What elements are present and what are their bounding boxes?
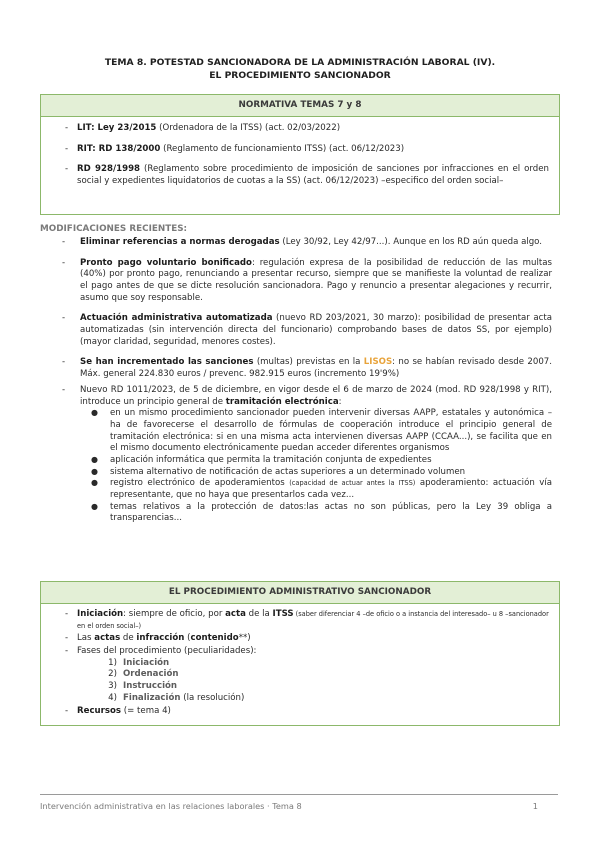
dash-marker: -: [65, 705, 69, 716]
dash-marker: -: [65, 123, 69, 133]
fase-title: Finalización: [123, 692, 181, 703]
footer-divider: [40, 794, 558, 795]
bullet-item: [80, 478, 552, 501]
normativa-item-text: (Reglamento de funcionamiento ITSS) (act. 06/12/2023): [160, 143, 405, 154]
bullet-dot-icon: ●: [91, 478, 98, 488]
normativa-item: [47, 123, 549, 135]
infraccion-bold: infracción: [136, 633, 185, 644]
normativa-item: [47, 164, 549, 187]
procedimiento-item-recursos: [47, 706, 549, 718]
bullet-text: aplicación informática que permita la tramitación conjunta de expedientes: [110, 454, 432, 465]
title-line-2: EL PROCEDIMIENTO SANCIONADOR: [209, 70, 391, 81]
modificacion-text: (nuevo RD 203/2021, 30 marzo): posibilidad de presentar acta automatizadas (sin intervención directa del funcionario) comprobando bases de datos SS, por ejemplo) (mayor claridad, seguridad, menores costes).: [80, 313, 552, 347]
modificacion-item: [40, 385, 552, 525]
bullet-dot-icon: ●: [91, 454, 98, 464]
normativa-item-bold: RIT: RD 138/2000: [77, 143, 161, 154]
dash-marker: -: [65, 143, 69, 154]
contenido-bold: contenido: [190, 633, 239, 644]
procedimiento-item-actas: [47, 633, 549, 645]
modificacion-bold: tramitación electrónica: [225, 396, 339, 407]
modificacion-item: [40, 258, 552, 305]
modificaciones-header: MODIFICACIONES RECIENTES:: [40, 224, 188, 234]
procedimiento-item-iniciacion: [47, 609, 549, 632]
actas-text: (: [184, 633, 191, 644]
fase-item: [97, 681, 549, 693]
acta-bold: acta: [225, 609, 246, 619]
dash-marker: -: [62, 236, 66, 247]
bullet-text: en un mismo procedimiento sancionador pueden intervenir diversas AAPP, estatales y autonómica – ha de favorecerse el desarrollo de fórmulas de cooperación introduce el principio general de tramitación electrónica: si en una misma acta intervienen diversas AAPP (CCAA...), se facilita que en el mismo documento electrónicamente puedan acceder diferentes organismos: [110, 408, 552, 454]
tramitacion-bullets: [80, 408, 552, 525]
dash-marker: -: [62, 357, 66, 368]
fase-title: Instrucción: [123, 681, 178, 692]
fase-number: 3): [108, 681, 117, 692]
modificacion-bold: Eliminar referencias a normas derogadas: [80, 236, 280, 247]
bullet-small-note: (capacidad de actuar antes la ITSS): [289, 479, 416, 488]
modificaciones-list: [40, 237, 552, 525]
modificacion-text: Nuevo RD 1011/2023, de 5 de diciembre, en vigor desde el 6 de marzo de 2024 (mod. RD 928/1998 y RIT), introduce un principio general de: [80, 384, 552, 407]
modificacion-item: [40, 313, 552, 348]
modificacion-text: (multas) previstas en la: [253, 357, 364, 368]
procedimiento-list: [41, 604, 559, 717]
dash-marker: -: [65, 164, 69, 175]
bullet-dot-icon: ●: [91, 408, 98, 418]
procedimiento-header: EL PROCEDIMIENTO ADMINISTRATIVO SANCIONADOR: [41, 582, 559, 604]
bullet-text: registro electrónico de apoderamientos: [110, 478, 290, 489]
dash-marker: -: [65, 646, 69, 657]
fase-number: 2): [108, 669, 117, 680]
bullet-text: temas relativos a la protección de datos:las actas no son públicas, pero la Ley 39 obliga a transparencias...: [110, 501, 552, 524]
actas-text: Las: [77, 633, 95, 644]
modificacion-item: [40, 237, 552, 249]
fase-item: [97, 658, 549, 670]
modificacion-text: : regulación expresa de la posibilidad de reducción de las multas (40%) por pronto pago, renunciando a presentar recurso, siempre que se manifieste la voluntad de realizar el pago antes de que se dicte resolución sancionadora. Pago y renuncio a presentar alegaciones y recurrir, asumo que soy responsable.: [80, 257, 552, 303]
fase-number: 1): [108, 657, 117, 668]
modificacion-item: [40, 357, 552, 380]
recursos-text: (= tema 4): [121, 705, 171, 716]
iniciacion-bold: Iniciación: [77, 609, 124, 619]
normativa-item-bold: RD 928/1998: [77, 164, 141, 175]
bullet-item: [80, 467, 552, 479]
normativa-item-text: (Reglamento sobre procedimiento de imposición de sanciones por infracciones en el orden social y expedientes liquidatorios de cuotas a la SS) (act. 06/12/2023) –especifico del orden social–: [77, 164, 549, 187]
bullet-item: [80, 408, 552, 455]
normativa-list: [41, 117, 559, 188]
page-number: 1: [532, 801, 538, 811]
page-footer: [40, 801, 558, 812]
dash-marker: -: [62, 313, 66, 324]
modificacion-bold: Se han incrementado las sanciones: [80, 357, 254, 368]
modificaciones-section: [40, 224, 552, 525]
fase-item: [97, 669, 549, 681]
procedimiento-box: [40, 581, 560, 726]
bullet-item: [80, 502, 552, 525]
actas-text: de: [120, 633, 137, 644]
bullet-dot-icon: ●: [91, 466, 98, 476]
iniciacion-text: de la: [245, 609, 273, 619]
document-title: [40, 56, 560, 82]
iniciacion-note: (saber diferenciar 4 –de oficio o a instancia del interesado– u 8 –sancionador en el orden social–): [77, 610, 549, 630]
actas-bold: actas: [94, 633, 121, 644]
fase-number: 4): [108, 692, 117, 703]
dash-marker: -: [65, 633, 69, 644]
normativa-item-text: (Ordenadora de la ITSS) (act. 02/03/2022): [156, 123, 341, 133]
modificacion-text: :: [338, 396, 342, 407]
modificacion-bold: Pronto pago voluntario bonificado: [80, 257, 252, 268]
title-line-1: TEMA 8. POTESTAD SANCIONADORA DE LA ADMINISTRACIÓN LABORAL (IV).: [104, 57, 496, 68]
lisos-highlight: LISOS: [363, 357, 393, 368]
bullet-dot-icon: ●: [91, 501, 98, 511]
footer-text: Intervención administrativa en las relaciones laborales · Tema 8: [40, 801, 302, 811]
fase-title: Ordenación: [123, 669, 179, 680]
fases-list: [77, 658, 549, 705]
fase-extra: (la resolución): [180, 692, 245, 703]
bullet-text: sistema alternativo de notificación de actas superiores a un determinado volumen: [110, 466, 466, 477]
actas-text: **): [238, 633, 251, 644]
bullet-item: [80, 455, 552, 467]
dash-marker: -: [65, 609, 69, 619]
modificacion-bold: Actuación administrativa automatizada: [80, 313, 273, 324]
dash-marker: -: [62, 384, 66, 395]
recursos-bold: Recursos: [77, 705, 122, 716]
normativa-item: [47, 144, 549, 156]
fases-label: Fases del procedimiento (peculiaridades):: [77, 646, 257, 657]
modificacion-text: (Ley 30/92, Ley 42/97...). Aunque en los RD aún queda algo.: [279, 236, 543, 247]
iniciacion-text: : siempre de oficio, por: [123, 609, 226, 619]
itss-bold: ITSS: [272, 609, 294, 619]
fase-title: Iniciación: [123, 657, 170, 668]
procedimiento-item-fases: [47, 646, 549, 704]
normativa-item-bold: LIT: Ley 23/2015: [77, 123, 157, 133]
normativa-header: NORMATIVA TEMAS 7 y 8: [41, 95, 559, 117]
modificacion-text: : no se habían revisado desde 2007. Máx. general 224.830 euros / prevenc. 982.915 euros (incremento 19'9%): [80, 357, 552, 380]
dash-marker: -: [62, 257, 66, 268]
bullet-text: apoderamiento: actuación vía representante, que no haya que presentarlos cada vez...: [110, 478, 552, 501]
fase-item: [97, 693, 549, 705]
normativa-box: [40, 94, 560, 215]
